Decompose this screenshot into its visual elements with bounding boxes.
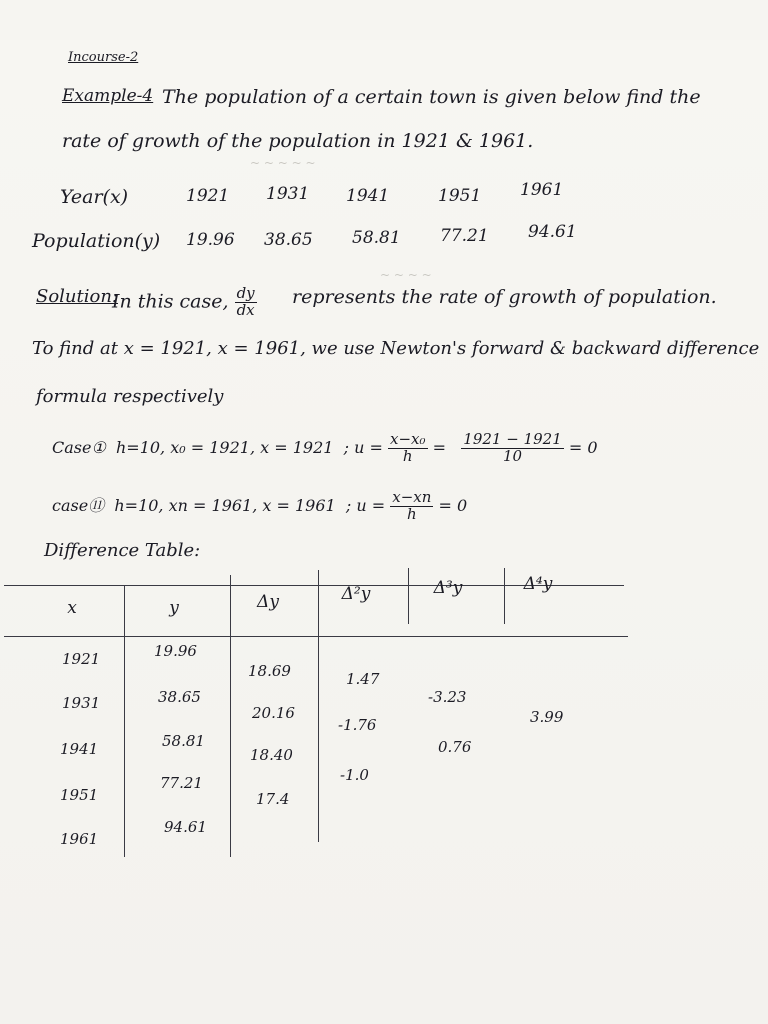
d2y-value: -1.0 bbox=[340, 766, 369, 784]
population-value: 38.65 bbox=[264, 230, 313, 250]
d3y-value: 0.76 bbox=[438, 738, 472, 756]
derivative-fraction bbox=[235, 286, 257, 319]
x-value: 1951 bbox=[60, 786, 99, 804]
table-header-d4y: Δ⁴y bbox=[523, 574, 553, 594]
case-2-u-denominator: h bbox=[407, 504, 417, 523]
case-1-result: = 0 bbox=[568, 437, 598, 457]
y-value: 19.96 bbox=[154, 642, 197, 660]
bleed-through-smudge: ~ ~ ~ ~ bbox=[380, 268, 432, 282]
table-header-rule bbox=[4, 636, 628, 637]
example-text-line1: The population of a certain town is given below find the bbox=[162, 86, 701, 108]
table-header-d2y: Δ²y bbox=[341, 584, 371, 604]
dy-value: 17.4 bbox=[256, 790, 290, 808]
table-header-y: y bbox=[169, 598, 179, 618]
case-2-params: h=10, xn = 1961, x = 1961 bbox=[114, 495, 336, 515]
bleed-through-smudge: ~ ~ ~ ~ ~ bbox=[250, 156, 316, 170]
derivative-denominator: dx bbox=[236, 300, 255, 319]
table-header-x: x bbox=[67, 598, 77, 618]
case-2 bbox=[52, 490, 467, 523]
case-2-u-numerator: x−xn bbox=[392, 488, 432, 506]
case-1-sub-numerator: 1921 − 1921 bbox=[463, 430, 562, 448]
y-value: 58.81 bbox=[162, 732, 205, 750]
d3y-value: -3.23 bbox=[428, 688, 467, 706]
dy-value: 18.40 bbox=[250, 746, 293, 764]
solution-text-after: represents the rate of growth of population. bbox=[292, 286, 717, 308]
d2y-value: -1.76 bbox=[338, 716, 377, 734]
case-1-substituted-fraction bbox=[461, 432, 563, 465]
case-1-u-denominator: h bbox=[402, 446, 413, 465]
year-value: 1961 bbox=[520, 180, 564, 200]
table-column-divider bbox=[318, 570, 319, 842]
x-value: 1931 bbox=[62, 694, 101, 712]
d4y-value: 3.99 bbox=[530, 708, 564, 726]
table-header-d3y: Δ³y bbox=[433, 578, 463, 598]
case-2-u: ; u = bbox=[345, 495, 386, 515]
x-value: 1921 bbox=[62, 650, 101, 668]
year-value: 1931 bbox=[266, 184, 310, 204]
table-column-divider bbox=[124, 585, 125, 857]
y-value: 38.65 bbox=[158, 688, 201, 706]
case-1-u: ; u = bbox=[343, 437, 383, 457]
dy-value: 20.16 bbox=[252, 704, 295, 722]
case-1 bbox=[52, 432, 598, 465]
year-value: 1951 bbox=[438, 186, 482, 206]
solution-intro: In this case, bbox=[112, 290, 229, 313]
dy-value: 18.69 bbox=[248, 662, 291, 680]
case-1-params: h=10, x₀ = 1921, x = 1921 bbox=[115, 437, 334, 457]
incourse-tag: Incourse-2 bbox=[68, 50, 139, 65]
case-2-label: case⑪ bbox=[52, 495, 105, 515]
formula-line: formula respectively bbox=[36, 386, 224, 407]
example-text-line2: rate of growth of the population in 1921 & 1961. bbox=[62, 130, 534, 152]
case-2-result: = 0 bbox=[438, 495, 468, 515]
solution-text-before bbox=[112, 286, 257, 319]
derivative-numerator: dy bbox=[236, 284, 255, 302]
population-row-label: Population(y) bbox=[32, 230, 161, 252]
population-value: 77.21 bbox=[440, 226, 489, 246]
case-2-u-fraction bbox=[390, 490, 433, 523]
case-1-u-fraction bbox=[388, 432, 428, 465]
year-value: 1941 bbox=[346, 186, 390, 206]
x-value: 1961 bbox=[60, 830, 99, 848]
find-line: To find at x = 1921, x = 1961, we use Newton's forward & backward difference bbox=[32, 338, 760, 359]
population-value: 19.96 bbox=[186, 230, 235, 250]
y-value: 94.61 bbox=[164, 818, 207, 836]
d2y-value: 1.47 bbox=[346, 670, 380, 688]
difference-table-title: Difference Table: bbox=[44, 540, 201, 561]
y-value: 77.21 bbox=[160, 774, 203, 792]
table-header-dy: Δy bbox=[257, 592, 279, 612]
example-label: Example-4 bbox=[62, 86, 154, 106]
case-1-u-numerator: x−x₀ bbox=[390, 430, 426, 448]
year-value: 1921 bbox=[186, 186, 230, 206]
case-1-sub-denominator: 10 bbox=[502, 446, 523, 465]
case-1-label: Case① bbox=[52, 437, 106, 457]
x-value: 1941 bbox=[60, 740, 99, 758]
population-value: 58.81 bbox=[352, 228, 401, 248]
table-column-divider bbox=[504, 568, 505, 624]
solution-label: Solution: bbox=[36, 286, 119, 307]
table-column-divider bbox=[408, 568, 409, 624]
population-value: 94.61 bbox=[528, 222, 577, 242]
table-column-divider bbox=[230, 575, 231, 857]
year-row-label: Year(x) bbox=[60, 186, 129, 208]
case-1-equals: = bbox=[432, 437, 447, 457]
